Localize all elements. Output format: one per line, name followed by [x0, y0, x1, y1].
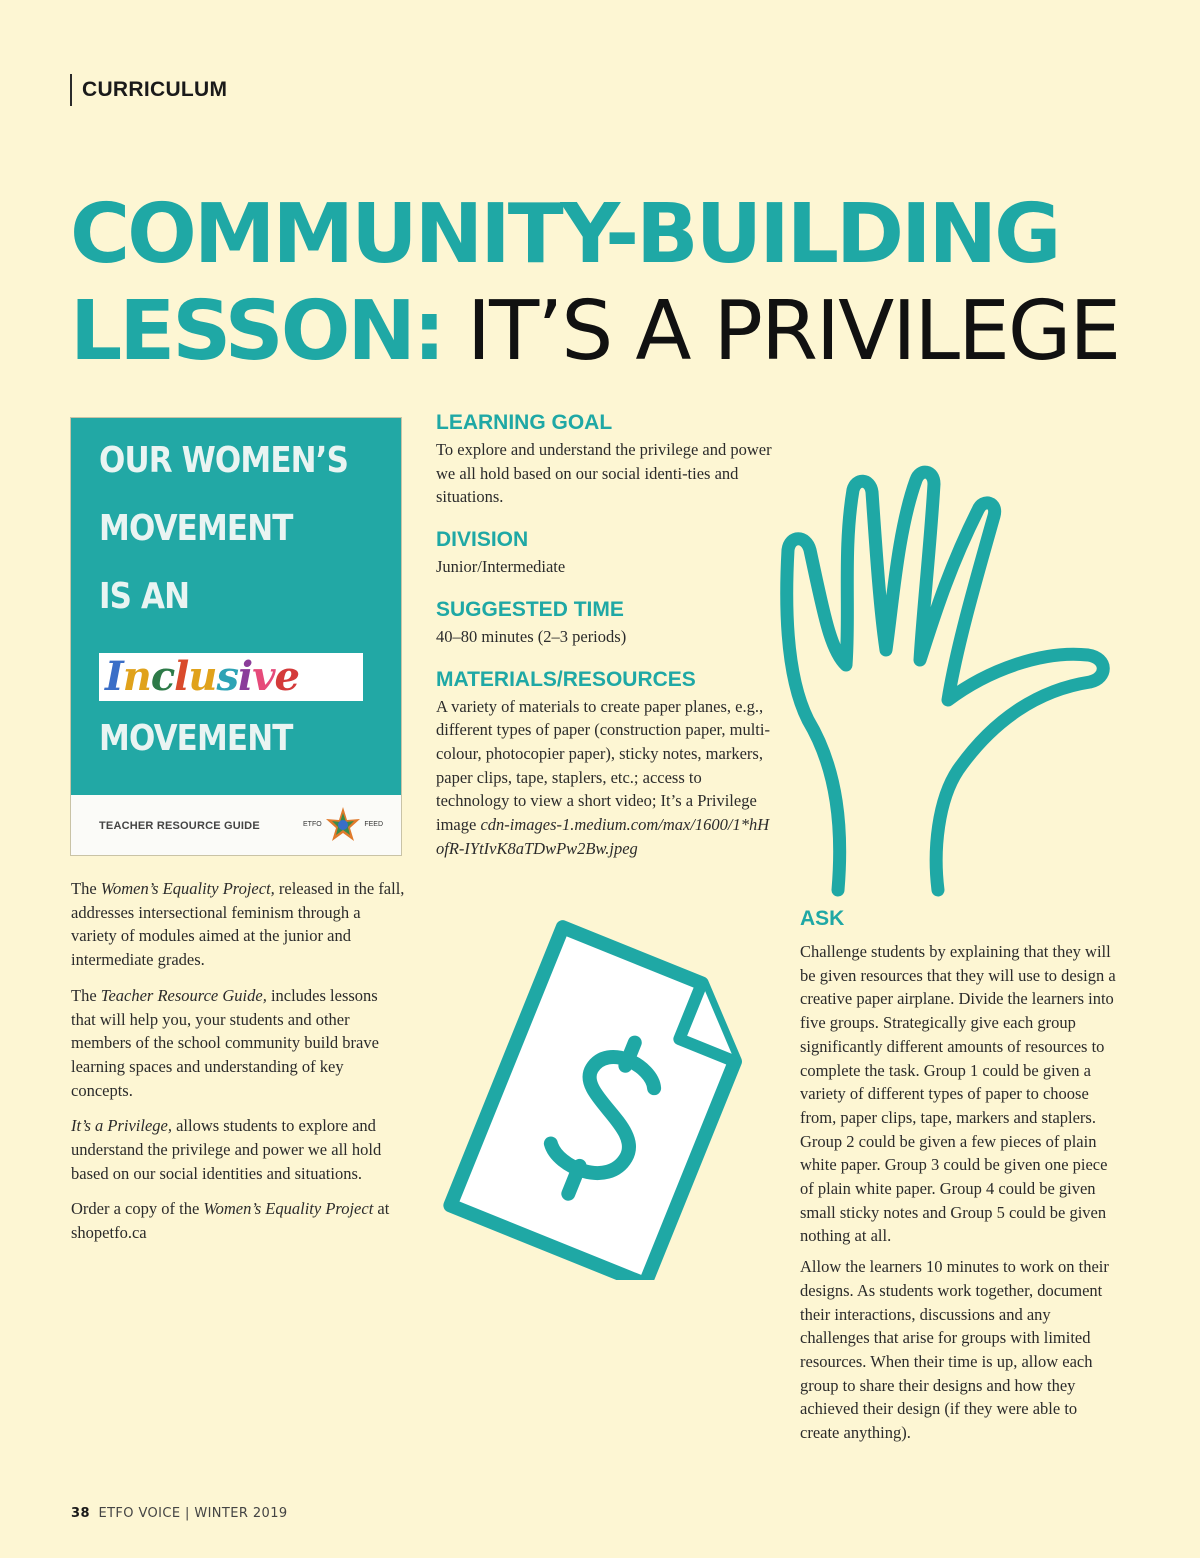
materials-body: A variety of materials to create paper planes, e.g., different types of paper (construction paper, multi-colour, photocopier paper), sticky notes, markers, paper clips, tape, staplers, etc.; access to technology to view a short video; It’s a Privilege image	[436, 696, 770, 835]
intro-paragraph-4	[71, 1197, 406, 1244]
cover-footer	[71, 795, 401, 855]
inclusive-letter: n	[122, 653, 151, 700]
intro-p4-italic: Women’s Equality Project	[203, 1199, 374, 1219]
learning-goal-block	[436, 410, 776, 509]
cover-line-2: MOVEMENT	[99, 508, 293, 549]
section-label: CURRICULUM	[70, 74, 227, 106]
intro-paragraph-3	[71, 1114, 406, 1185]
learning-goal-heading: LEARNING GOAL	[436, 411, 613, 434]
money-document-icon	[390, 920, 790, 1280]
materials-text	[436, 695, 776, 861]
cover-inclusive-word	[99, 653, 363, 701]
intro-p1-prefix: The	[71, 879, 101, 898]
ask-column	[800, 906, 1120, 1452]
teacher-resource-guide-cover	[71, 418, 401, 855]
intro-p2-italic: Teacher Resource Guide,	[100, 985, 267, 1005]
inclusive-letter: c	[150, 653, 175, 700]
cover-footer-text: TEACHER RESOURCE GUIDE	[99, 820, 260, 832]
intro-column	[71, 877, 406, 1257]
division-text: Junior/Intermediate	[436, 557, 566, 577]
cover-line-5: MOVEMENT	[99, 718, 293, 759]
ask-paragraph-2: Allow the learners 10 minutes to work on their designs. As students work together, document their interactions, discussions and any challenges that arise for groups with limited resources. When their time is up, allow each group to share their designs and how they achieved their design (if they were able to create anything).	[800, 1257, 1109, 1443]
etfo-feed-logo	[303, 803, 383, 847]
suggested-time-block	[436, 597, 776, 649]
headline-line-2-bold: LESSON:	[70, 284, 443, 379]
inclusive-letter: l	[174, 653, 189, 700]
page-title	[70, 186, 1180, 380]
intro-paragraph-1	[71, 877, 406, 972]
materials-block	[436, 667, 776, 861]
inclusive-letter: I	[105, 653, 123, 700]
materials-heading: MATERIALS/RESOURCES	[436, 667, 696, 691]
division-block	[436, 527, 776, 579]
suggested-time-heading: SUGGESTED TIME	[436, 597, 624, 621]
lesson-details-column	[436, 410, 776, 878]
cover-line-1: OUR WOMEN’S	[99, 440, 349, 481]
logo-right-text: FEED	[364, 821, 383, 828]
intro-p2-prefix: The	[71, 985, 101, 1005]
intro-paragraph-2	[71, 984, 406, 1103]
headline-line-1: COMMUNITY-BUILDING	[70, 187, 1059, 282]
inclusive-letter: e	[274, 653, 299, 700]
intro-p1-rest: released in the fall, addresses intersectional feminism through a variety of modules aimed at the junior and intermediate grades.	[71, 879, 405, 970]
intro-p3-rest: allows students to explore and understand the privilege and power we all hold based on our social identities and situations.	[71, 1116, 382, 1183]
hand-icon	[768, 450, 1138, 900]
page-number: 38	[71, 1506, 90, 1521]
learning-goal-text: To explore and understand the privilege and power we all hold based on our social identi-ties and situations.	[436, 440, 772, 507]
intro-p4-rest: at shopetfo.ca	[71, 1199, 390, 1243]
intro-p4-prefix: Order a copy of the	[71, 1199, 204, 1219]
inclusive-letter: i	[238, 653, 253, 700]
headline-line-2-light: IT’S A PRIVILEGE	[442, 284, 1120, 379]
ask-paragraph-1: Challenge students by explaining that they will be given resources that they will use to design a creative paper airplane. Divide the learners into five groups. Strategically give each group significantly different amounts of resources to complete the task. Group 1 could be given a variety of different types of paper to choose from, paper clips, tape, markers and staplers. Group 2 could be given a few pieces of plain white paper. Group 3 could be given one piece of plain white paper. Group 4 could be given small sticky notes and Group 5 could be given nothing at all.	[800, 942, 1116, 1246]
cover-line-3: IS AN	[99, 576, 190, 617]
publication-name: ETFO VOICE | WINTER 2019	[98, 1506, 288, 1521]
suggested-time-text: 40–80 minutes (2–3 periods)	[436, 626, 627, 646]
intro-p2-rest: includes lessons that will help you, your students and other members of the school community build brave learning spaces and understanding of key concepts.	[71, 985, 379, 1100]
inclusive-letter: s	[216, 653, 238, 700]
logo-left-text: ETFO	[303, 821, 322, 828]
ask-heading: ASK	[800, 907, 845, 930]
page-footer	[71, 1506, 288, 1521]
materials-link[interactable]: cdn-images-1.medium.com/max/1600/1*hHofR-IYtIvK8aTDwPw2Bw.jpeg	[436, 815, 770, 858]
inclusive-letter: u	[188, 653, 217, 700]
inclusive-letter: v	[252, 653, 275, 700]
division-heading: DIVISION	[436, 528, 529, 552]
intro-p1-italic: Women’s Equality Project,	[100, 879, 275, 898]
intro-p3-italic: It’s a Privilege,	[71, 1116, 172, 1136]
